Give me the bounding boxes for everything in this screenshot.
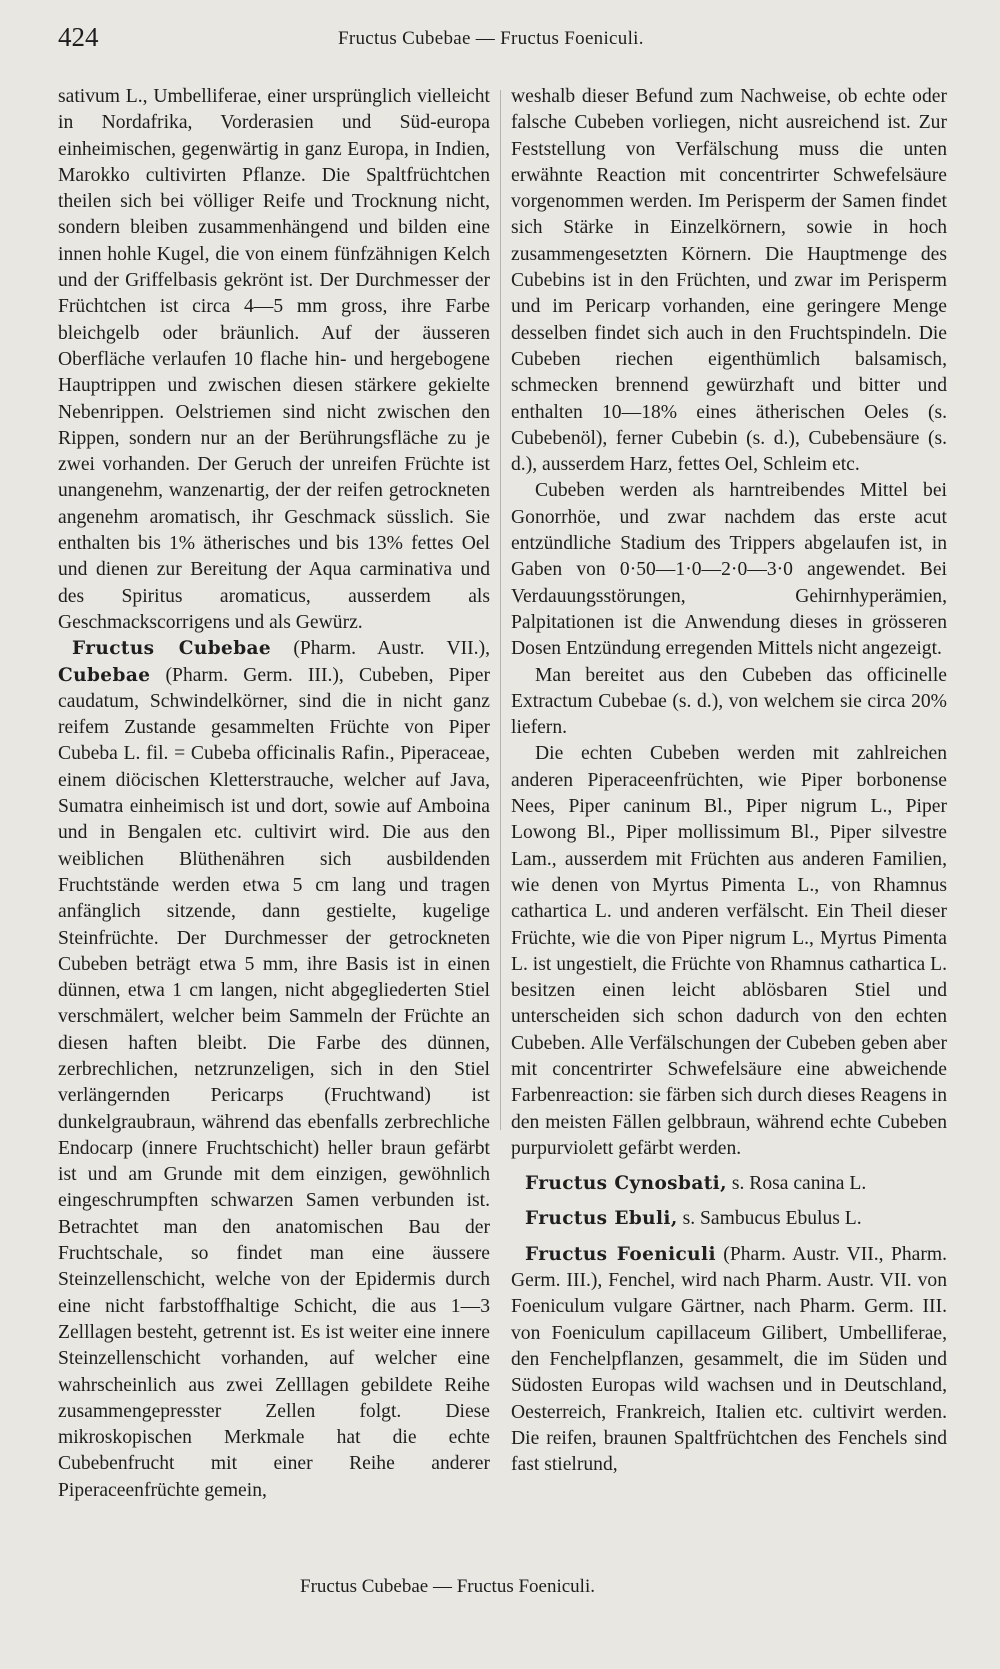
page-header [58,22,952,62]
running-title: Fructus Cubebae — Fructus Foeniculi. [338,28,644,49]
entry-heading: Fructus Cynosbati, [525,1173,727,1195]
coriander-paragraph: sativum L., Umbelliferae, einer ursprünglich vielleicht in Nordafrika, Vorderasien und Süd-europa einheimischen, gegenwärtig in ganz Europa, in Indien, Marokko cultivirten Pflanze. Die Spaltfrüchtchen theilen sich bei völliger Reife und Trocknung nicht, sondern bleiben zusammenhängend und bilden eine innen hohle Kugel, die von einem fünfzähnigen Kelch und der Griffelbasis gekrönt ist. Der Durchmesser der Früchtchen ist circa 4—5 mm gross, ihre Farbe bleichgelb oder bräunlich. Auf der äusseren Oberfläche verlaufen 10 flache hin- und hergebogene Hauptrippen und zwischen diesen stärkere gekielte Nebenrippen. Oelstriemen sind nicht zwischen den Rippen, sondern nur an der Berührungsfläche zu je zwei vorhanden. Der Geruch der unreifen Früchte ist unangenehm, wanzenartig, der der reifen getrockneten angenehm aromatisch, ihr Geschmack süsslich. Sie enthalten bis 1% ätherisches und bis 13% fettes Oel und dienen zur Bereitung der Aqua carminativa und des Spiritus aromaticus, ausserdem als Geschmackscorrigens und als Gewürz. [58,86,490,633]
text-columns [58,84,950,1564]
entry-fructus-foeniculi [511,1242,947,1479]
entry-text: (Pharm. Germ. III.), Cubeben, Piper caudatum, Schwindelkörner, sind die in nicht ganz reifem Zustande gesammelten Früchte von Piper Cubeba L. fil. = Cubeba officinalis Rafin., Piperaceae, einem diöcischen Kletterstrauche, welcher auf Java, Sumatra einheimisch ist und dort, sowie auf Amboina und in Bengalen etc. cultivirt wird. Die aus den weiblichen Blüthenähren sich ausbildenden Fruchtstände werden etwa 5 cm lang und tragen anfänglich sitzende, dann gestielte, kugelige Steinfrüchte. Der Durchmesser der getrockneten Cubeben beträgt etwa 5 mm, ihre Basis ist in einen dünnen, etwa 1 cm langen, nicht abgegliederten Stiel verschmälert, welcher beim Sammeln der Früchte an diesen haften bleibt. Die Farbe des dünnen, zerbrechlichen, netzrunzeligen, sich in den Stiel verlängernden Pericarps (Fruchtwand) ist dunkelgraubraun, während das ebenfalls zerbrechliche Endocarp (innere Fruchtschicht) heller braun gefärbt ist und am Grunde mit dem einzigen, gewöhnlich eingeschrumpften schwarzen Samen verbunden ist. Betrachtet man den anatomischen Bau der Fruchtschale, so findet man eine äussere Steinzellenschicht, welche von der Epidermis durch eine nicht farbstoffhaltige Schicht, die aus 1—3 Zelllagen besteht, getrennt ist. Es ist weiter eine innere Steinzellenschicht vorhanden, auf welcher eine wahrscheinlich aus zwei Zelllagen gebildete Reihe zusammengepresster Zellen folgt. Diese mikroskopischen Merkmale hat die echte Cubebenfrucht mit einer Reihe anderer Piperaceenfrüchte gemein, [58,664,490,1501]
page-number: 424 [58,22,99,52]
column-divider [500,90,501,1130]
cubeben-use-paragraph: Cubeben werden als harntreibendes Mittel bei Gonorrhöe, und zwar nachdem das erste acut entzündliche Stadium des Trippers abgelaufen ist, in Gaben von 0·50—1·0—2·0—3·0 angewendet. Bei Verdauungsstörungen, Gehirnhyperämien, Palpitationen ist die Anwendung dieses in grösseren Dosen Entzündung erregenden Mittels nicht angezeigt. [511,480,947,660]
entry-heading: Fructus Cubebae [72,638,272,660]
right-column [511,84,947,1564]
extractum-paragraph: Man bereitet aus den Cubeben das officinelle Extractum Cubebae (s. d.), von welchem sie circa 20% liefern. [511,664,947,739]
entry-ref: (Pharm. Austr. VII.), [271,638,490,660]
entry-fructus-cynosbati [511,1171,947,1197]
left-column [58,84,490,1564]
adulteration-paragraph: Die echten Cubeben werden mit zahlreichen anderen Piperaceenfrüchten, wie Piper borbonense Nees, Piper caninum Bl., Piper nigrum L., Piper Lowong Bl., Piper mollissimum Bl., Piper silvestre Lam., ausserdem mit Früchten aus anderen Familien, wie denen von Myrtus Pimenta L., von Rhamnus cathartica L. und anderen verfälscht. Ein Theil dieser Früchte, wie die von Piper nigrum L., Myrtus Pimenta L. ist ungestielt, die Früchte von Rhamnus cathartica L. besitzen einen leicht ablösbaren Stiel und unterscheiden sich schon dadurch von den echten Cubeben. Alle Verfälschungen der Cubeben geben aber mit concentrirter Schwefelsäure eine abweichende Farbenreaction: sie färben sich durch dieses Reagens in den meisten Fällen gelbbraun, während echte Cubeben purpurviolett gefärbt werden. [511,743,947,1159]
entry-text: s. Sambucus Ebulus L. [677,1208,862,1230]
entry-text: s. Rosa canina L. [726,1173,867,1195]
entry-fructus-cubebae [58,636,490,1504]
entry-heading: Fructus Foeniculi [525,1243,716,1265]
page-footer: Fructus Cubebae — Fructus Foeniculi. [300,1576,595,1597]
entry-heading-alt: Cubebae [58,664,151,686]
cubeben-continuation-paragraph: weshalb dieser Befund zum Nachweise, ob echte oder falsche Cubeben vorliegen, nicht ausreichend ist. Zur Feststellung von Verfälschung muss die unten erwähnte Reaction mit concentrirter Schwefelsäure vorgenommen werden. Im Perisperm der Samen findet sich Stärke in Einzelkörnern, sowie in hoch zusammengesetzten Körnern. Die Hauptmenge des Cubebins ist in den Früchten, und zwar im Perisperm und im Pericarp vorhanden, eine geringere Menge desselben findet sich auch in den Fruchtspindeln. Die Cubeben riechen eigenthümlich balsamisch, schmecken brennend gewürzhaft und bitter und enthalten 10—18% eines ätherischen Oeles (s. Cubebenöl), ferner Cubebin (s. d.), Cubebensäure (s. d.), ausserdem Harz, fettes Oel, Schleim etc. [511,86,947,476]
entry-text: (Pharm. Austr. VII., Pharm. Germ. III.), Fenchel, wird nach Pharm. Austr. VII. von Foeniculum vulgare Gärtner, nach Pharm. Germ. III. von Foeniculum capillaceum Gilibert, Umbelliferae, den Fenchelpflanzen, gesammelt, die im Süden und Südosten Europas wild wachsen und in Deutschland, Oesterreich, Frankreich, Italien etc. cultivirt werden. Die reifen, braunen Spaltfrüchtchen des Fenchels sind fast stielrund, [511,1243,947,1476]
entry-heading: Fructus Ebuli, [525,1208,678,1230]
entry-fructus-ebuli [511,1206,947,1232]
